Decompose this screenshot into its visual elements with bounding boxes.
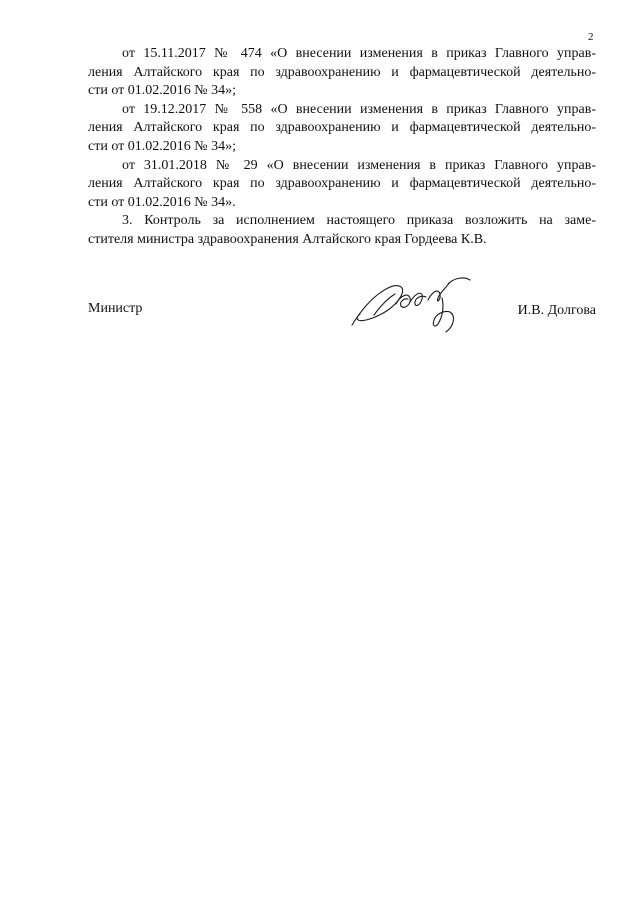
- body-line: от 31.01.2018 № 29 «О внесении изменения в приказ Главного управ-: [122, 157, 596, 173]
- body-line: стителя министра здравоохранения Алтайского края Гордеева К.В.: [88, 231, 487, 247]
- body-line: от 19.12.2017 № 558 «О внесении изменения в приказ Главного управ-: [122, 101, 596, 117]
- body-line: ления Алтайского края по здравоохранению и фармацевтической деятельно-: [88, 64, 596, 80]
- signatory-title: Министр: [88, 301, 143, 316]
- document-body: [88, 45, 596, 250]
- signatory-name: И.В. Долгова: [517, 303, 596, 318]
- body-line: сти от 01.02.2016 № 34»;: [88, 138, 237, 154]
- body-line: ления Алтайского края по здравоохранению и фармацевтической деятельно-: [88, 120, 596, 136]
- body-line: сти от 01.02.2016 № 34»;: [88, 83, 237, 99]
- signature-block: [88, 270, 596, 340]
- body-line: ления Алтайского края по здравоохранению и фармацевтической деятельно-: [88, 176, 596, 192]
- body-line: от 15.11.2017 № 474 «О внесении изменения в приказ Главного управ-: [122, 46, 596, 61]
- page-number: 2: [588, 31, 594, 43]
- body-line: 3. Контроль за исполнением настоящего приказа возложить на заме-: [122, 213, 596, 229]
- handwritten-signature: [346, 270, 496, 340]
- body-line: сти от 01.02.2016 № 34».: [88, 194, 236, 210]
